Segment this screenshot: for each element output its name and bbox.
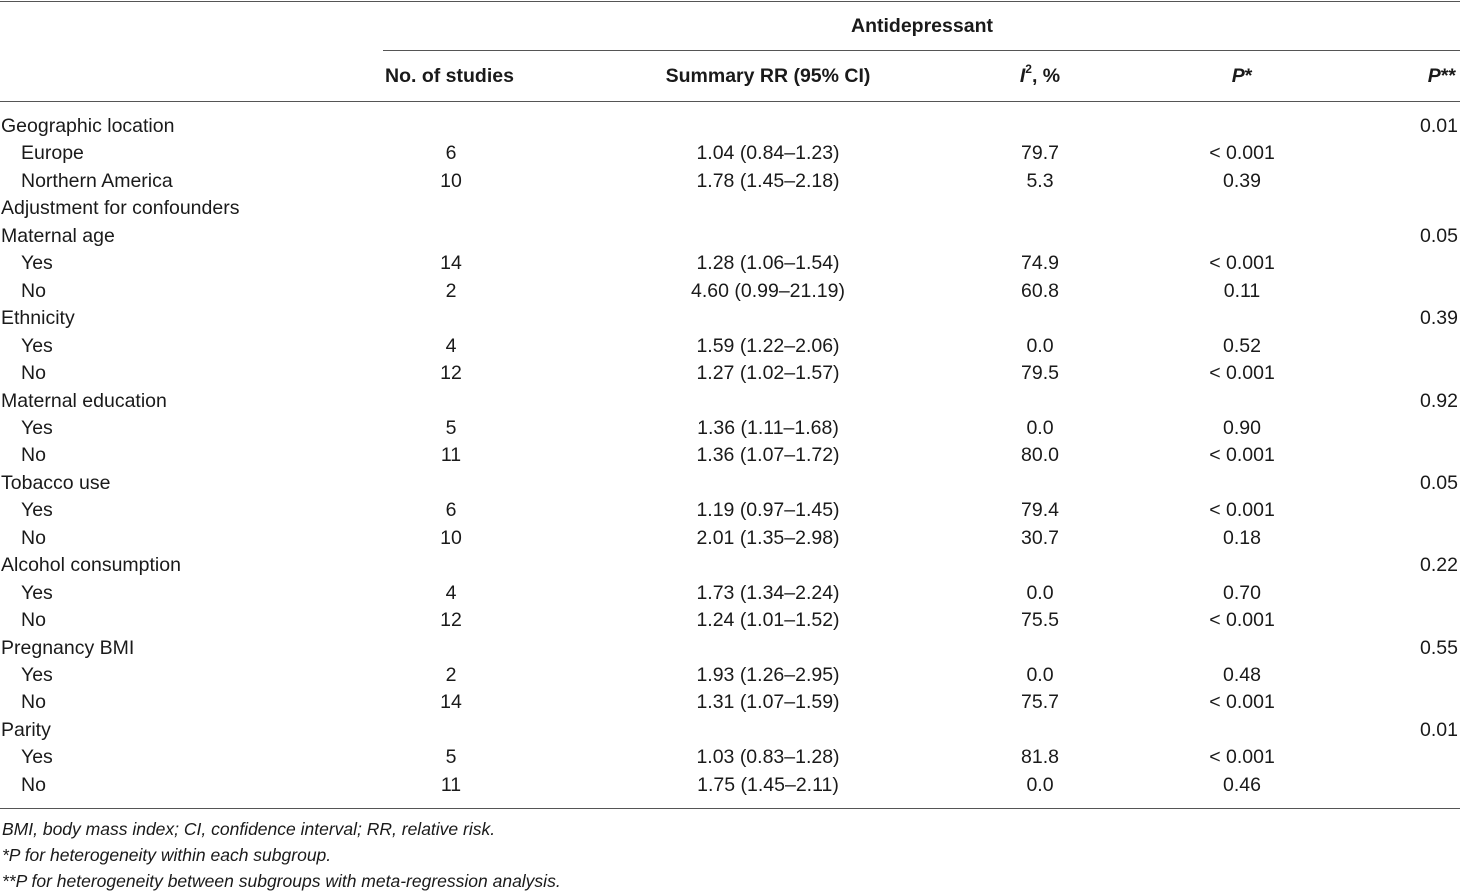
- row-category-label: Ethnicity: [1, 307, 75, 329]
- cell-rr: 1.03 (0.83–1.28): [696, 746, 840, 768]
- cell-rr: 1.31 (1.07–1.59): [696, 691, 840, 713]
- row-sublabel: Yes: [21, 335, 53, 357]
- cell-i2: 75.5: [1021, 609, 1059, 631]
- row-sublabel: No: [21, 362, 46, 384]
- cell-rr: 1.36 (1.07–1.72): [696, 444, 840, 466]
- cell-rr: 1.78 (1.45–2.18): [696, 170, 840, 192]
- cell-i2: 0.0: [1026, 335, 1054, 357]
- cell-studies: 12: [440, 362, 462, 384]
- column-header-studies: No. of studies: [385, 65, 514, 87]
- cell-i2: 5.3: [1026, 170, 1054, 192]
- cell-p-between: 0.92: [1420, 390, 1458, 412]
- column-header-p-between: [1428, 64, 1456, 88]
- cell-rr: 1.36 (1.11–1.68): [697, 417, 839, 439]
- cell-p-within: 0.48: [1223, 664, 1261, 686]
- footnote-p-within: *P for heterogeneity within each subgroup.: [2, 845, 332, 865]
- cell-p-within: < 0.001: [1209, 609, 1275, 631]
- cell-i2: 0.0: [1026, 774, 1054, 796]
- cell-i2: 79.4: [1021, 499, 1059, 521]
- cell-i2: 0.0: [1026, 664, 1054, 686]
- cell-studies: 12: [440, 609, 462, 631]
- cell-p-within: 0.18: [1223, 527, 1261, 549]
- cell-p-between: 0.22: [1420, 554, 1458, 576]
- cell-rr: 1.93 (1.26–2.95): [696, 664, 840, 686]
- cell-i2: 79.7: [1021, 142, 1059, 164]
- row-sublabel: Yes: [21, 664, 53, 686]
- cell-i2: 81.8: [1021, 746, 1059, 768]
- cell-p-within: 0.52: [1223, 335, 1261, 357]
- cell-p-within: < 0.001: [1209, 746, 1275, 768]
- cell-studies: 4: [445, 335, 457, 357]
- cell-p-within: 0.11: [1223, 280, 1261, 302]
- cell-p-between: 0.39: [1420, 307, 1458, 329]
- cell-studies: 14: [440, 691, 462, 713]
- column-header-i2: [1019, 61, 1061, 88]
- row-sublabel: Yes: [21, 252, 53, 274]
- cell-i2: 75.7: [1021, 691, 1059, 713]
- cell-rr: 1.59 (1.22–2.06): [696, 335, 840, 357]
- cell-studies: 2: [445, 280, 457, 302]
- cell-p-within: 0.90: [1223, 417, 1261, 439]
- cell-p-within: < 0.001: [1209, 444, 1275, 466]
- cell-studies: 6: [445, 142, 457, 164]
- row-sublabel: No: [21, 609, 46, 631]
- p-within-star: *: [1244, 65, 1253, 87]
- cell-rr: 4.60 (0.99–21.19): [691, 280, 845, 302]
- p-within-letter: P: [1231, 65, 1245, 87]
- i2-suffix: , %: [1031, 65, 1061, 87]
- cell-studies: 14: [440, 252, 462, 274]
- p-between-letter: P: [1427, 65, 1441, 87]
- group-header-underline: [383, 50, 1460, 51]
- cell-rr: 1.28 (1.06–1.54): [696, 252, 840, 274]
- row-category-label: Alcohol consumption: [1, 554, 181, 576]
- footnote-p-between: **P for heterogeneity between subgroups with meta-regression analysis.: [2, 871, 561, 891]
- cell-rr: 1.27 (1.02–1.57): [696, 362, 840, 384]
- cell-p-within: < 0.001: [1209, 499, 1275, 521]
- row-sublabel: Yes: [21, 499, 53, 521]
- cell-p-within: < 0.001: [1209, 691, 1275, 713]
- p-between-star: **: [1440, 65, 1456, 87]
- cell-i2: 30.7: [1021, 527, 1059, 549]
- header-bottom-rule: [0, 101, 1460, 102]
- cell-studies: 5: [445, 417, 457, 439]
- cell-rr: 1.04 (0.84–1.23): [696, 142, 840, 164]
- cell-p-within: 0.46: [1223, 774, 1261, 796]
- cell-i2: 0.0: [1026, 417, 1054, 439]
- table-bottom-rule: [0, 808, 1460, 809]
- cell-studies: 5: [445, 746, 457, 768]
- cell-p-between: 0.05: [1420, 472, 1458, 494]
- footnote-abbreviations: BMI, body mass index; CI, confidence interval; RR, relative risk.: [2, 819, 496, 839]
- cell-studies: 4: [445, 582, 457, 604]
- row-sublabel: No: [21, 691, 46, 713]
- row-category-label: Adjustment for confounders: [1, 197, 240, 219]
- row-sublabel: No: [21, 444, 46, 466]
- table-top-rule: [0, 1, 1460, 2]
- row-category-label: Pregnancy BMI: [1, 637, 135, 659]
- row-category-label: Parity: [1, 719, 51, 741]
- column-header-rr: Summary RR (95% CI): [665, 65, 871, 87]
- cell-rr: 1.73 (1.34–2.24): [696, 582, 840, 604]
- cell-p-within: 0.70: [1223, 582, 1261, 604]
- row-category-label: Tobacco use: [1, 472, 111, 494]
- cell-studies: 11: [440, 774, 462, 796]
- cell-rr: 1.75 (1.45–2.11): [697, 774, 839, 796]
- cell-p-between: 0.01: [1420, 719, 1458, 741]
- i2-superscript: 2: [1025, 61, 1032, 76]
- cell-p-between: 0.55: [1420, 637, 1458, 659]
- row-sublabel: No: [21, 527, 46, 549]
- cell-rr: 1.24 (1.01–1.52): [696, 609, 840, 631]
- cell-studies: 2: [445, 664, 457, 686]
- row-sublabel: Yes: [21, 417, 53, 439]
- column-header-p-within: [1232, 64, 1253, 88]
- cell-studies: 6: [445, 499, 457, 521]
- group-header-antidepressant: Antidepressant: [851, 15, 993, 37]
- cell-p-within: < 0.001: [1209, 252, 1275, 274]
- cell-rr: 1.19 (0.97–1.45): [696, 499, 840, 521]
- row-sublabel: Europe: [21, 142, 84, 164]
- row-sublabel: No: [21, 774, 46, 796]
- cell-studies: 10: [440, 170, 462, 192]
- row-category-label: Maternal education: [1, 390, 167, 412]
- cell-studies: 10: [440, 527, 462, 549]
- cell-p-between: 0.05: [1420, 225, 1458, 247]
- cell-p-within: 0.39: [1223, 170, 1261, 192]
- cell-i2: 60.8: [1021, 280, 1059, 302]
- row-sublabel: Yes: [21, 582, 53, 604]
- row-sublabel: Northern America: [21, 170, 173, 192]
- cell-p-within: < 0.001: [1209, 362, 1275, 384]
- cell-rr: 2.01 (1.35–2.98): [696, 527, 840, 549]
- cell-i2: 79.5: [1021, 362, 1059, 384]
- i2-letter: I: [1019, 65, 1026, 87]
- row-category-label: Geographic location: [1, 115, 175, 137]
- cell-i2: 80.0: [1021, 444, 1059, 466]
- row-category-label: Maternal age: [1, 225, 115, 247]
- cell-studies: 11: [440, 444, 462, 466]
- cell-p-between: 0.01: [1420, 115, 1458, 137]
- cell-i2: 74.9: [1021, 252, 1059, 274]
- cell-p-within: < 0.001: [1209, 142, 1275, 164]
- row-sublabel: No: [21, 280, 46, 302]
- row-sublabel: Yes: [21, 746, 53, 768]
- cell-i2: 0.0: [1026, 582, 1054, 604]
